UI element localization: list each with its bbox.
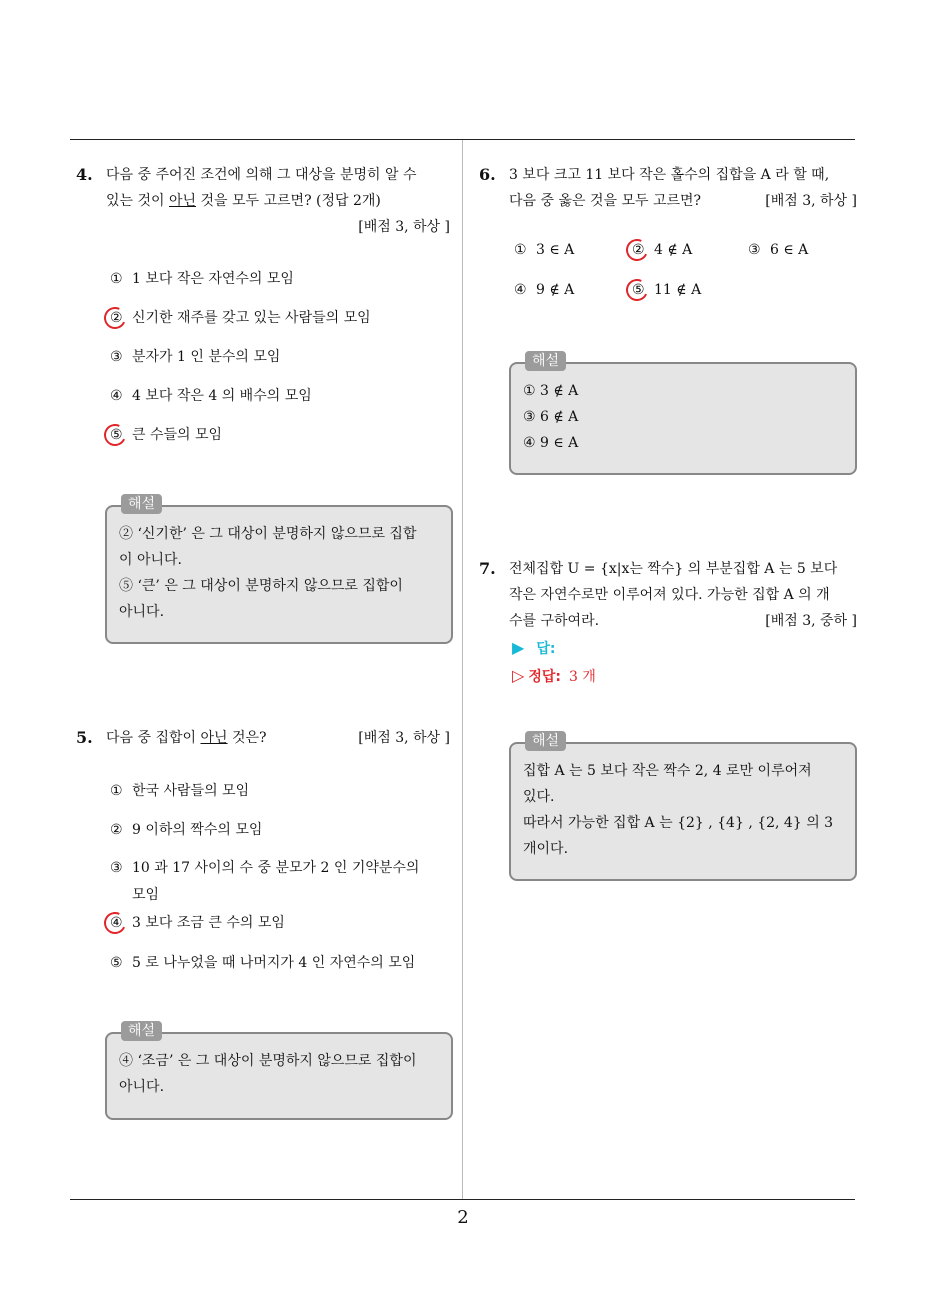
question-text: 있는 것이 bbox=[106, 193, 169, 209]
explanation-box bbox=[509, 733, 857, 881]
choice-marker: ③ bbox=[748, 242, 761, 258]
choice-text: 4 ∉ A bbox=[654, 242, 693, 258]
explanation-line: 있다. bbox=[523, 789, 555, 805]
choice-4[interactable] bbox=[110, 385, 312, 405]
problem-6 bbox=[479, 162, 857, 214]
problem-number: 6. bbox=[479, 165, 496, 184]
choice-text: 1 보다 작은 자연수의 모임 bbox=[132, 271, 294, 287]
explanation-box bbox=[509, 353, 857, 475]
explanation-line: 아니다. bbox=[119, 604, 165, 620]
choice-marker: ⑤ bbox=[110, 955, 123, 971]
explanation-tag: 해설 bbox=[121, 494, 162, 514]
choice-marker: ④ bbox=[514, 282, 527, 298]
choice-text: 5 로 나누었을 때 나머지가 4 인 자연수의 모임 bbox=[132, 955, 416, 971]
problem-5 bbox=[76, 725, 450, 751]
problem-number: 5. bbox=[76, 728, 93, 747]
question-text: 다음 중 집합이 bbox=[106, 730, 201, 746]
choice-marker: ② bbox=[110, 310, 123, 326]
question-text: 수를 구하여라. bbox=[509, 613, 600, 629]
choice-3-continued bbox=[132, 884, 159, 904]
problem-number: 7. bbox=[479, 559, 496, 578]
choice-text: 신기한 재주를 갖고 있는 사람들의 모임 bbox=[132, 310, 371, 326]
question-text: 다음 중 주어진 조건에 의해 그 대상을 분명히 알 수 bbox=[106, 167, 417, 183]
column-divider bbox=[462, 140, 463, 1200]
page-number: 2 bbox=[457, 1207, 469, 1228]
explanation-tag: 해설 bbox=[525, 731, 566, 751]
choice-text: 3 ∈ A bbox=[536, 242, 575, 258]
choice-text: 분자가 1 인 분수의 모임 bbox=[132, 349, 281, 365]
score-label: [배점 3, 하상 ] bbox=[765, 193, 857, 209]
choice-marker: ③ bbox=[110, 860, 123, 876]
choice-3[interactable] bbox=[110, 857, 419, 877]
answer-circle-icon bbox=[101, 421, 129, 449]
answer-row[interactable] bbox=[512, 638, 555, 658]
choice-2[interactable] bbox=[632, 242, 692, 258]
explanation-line: ④ ‘조금’ 은 그 대상이 분명하지 않으므로 집합이 bbox=[119, 1053, 417, 1069]
correct-answer-value: 3 개 bbox=[568, 669, 596, 685]
choice-marker: ② bbox=[110, 822, 123, 838]
explanation-line: 이 아니다. bbox=[119, 552, 182, 568]
choice-marker: ③ bbox=[110, 349, 123, 365]
choice-text: 9 이하의 짝수의 모임 bbox=[132, 822, 263, 838]
choice-marker: ④ bbox=[110, 388, 123, 404]
answer-circle-icon bbox=[623, 276, 651, 304]
explanation-line: 개이다. bbox=[523, 841, 569, 857]
question-text: 전체집합 U = {x|x는 짝수} 의 부분집합 A 는 5 보다 bbox=[509, 561, 838, 577]
problem-number: 4. bbox=[76, 165, 93, 184]
choice-4[interactable] bbox=[110, 912, 285, 932]
explanation-box bbox=[105, 496, 453, 644]
choice-text: 3 보다 조금 큰 수의 모임 bbox=[132, 915, 285, 931]
choice-text: 9 ∉ A bbox=[536, 282, 575, 298]
choice-marker: ④ bbox=[110, 915, 123, 931]
choice-3[interactable] bbox=[110, 346, 280, 366]
explanation-line: 집합 A 는 5 보다 작은 짝수 2, 4 로만 이루어져 bbox=[523, 763, 812, 779]
choice-marker: ① bbox=[110, 271, 123, 287]
choice-1[interactable] bbox=[110, 268, 294, 288]
answer-circle-icon bbox=[101, 304, 129, 332]
correct-answer-label: 정답: bbox=[528, 669, 561, 685]
choice-text: 한국 사람들의 모임 bbox=[132, 783, 250, 799]
explanation-line: ③ 6 ∉ A bbox=[523, 409, 579, 425]
problem-4 bbox=[76, 162, 450, 240]
explanation-line: ④ 9 ∈ A bbox=[523, 435, 579, 451]
choice-5[interactable] bbox=[110, 952, 415, 972]
score-label: [배점 3, 하상 ] bbox=[358, 219, 450, 235]
underlined-word: 아닌 bbox=[200, 730, 228, 746]
choice-4[interactable] bbox=[514, 282, 574, 298]
explanation-line: 아니다. bbox=[119, 1079, 165, 1095]
explanation-line: ① 3 ∉ A bbox=[523, 383, 579, 399]
choice-marker: ⑤ bbox=[632, 282, 645, 298]
play-filled-icon: ▶ bbox=[512, 638, 525, 657]
choice-2[interactable] bbox=[110, 819, 262, 839]
play-outline-icon: ▷ bbox=[512, 666, 525, 685]
explanation-box bbox=[105, 1023, 453, 1120]
explanation-line: ⑤ ‘큰’ 은 그 대상이 분명하지 않으므로 집합이 bbox=[119, 578, 403, 594]
answer-label: 답: bbox=[536, 641, 556, 657]
explanation-tag: 해설 bbox=[121, 1021, 162, 1041]
choice-5[interactable] bbox=[110, 424, 222, 444]
answer-circle-icon bbox=[623, 236, 651, 264]
choice-text: 4 보다 작은 4 의 배수의 모임 bbox=[132, 388, 312, 404]
choice-2[interactable] bbox=[110, 307, 371, 327]
question-text: 작은 자연수로만 이루어져 있다. 가능한 집합 A 의 개 bbox=[509, 587, 830, 603]
choice-3[interactable] bbox=[748, 242, 808, 258]
choice-marker: ① bbox=[110, 783, 123, 799]
choice-text: 11 ∉ A bbox=[654, 282, 702, 298]
problem-7 bbox=[479, 556, 857, 634]
answer-circle-icon bbox=[101, 909, 129, 937]
question-text: 다음 중 옳은 것을 모두 고르면? bbox=[509, 193, 702, 209]
footer-rule bbox=[70, 1199, 855, 1200]
score-label: [배점 3, 중하 ] bbox=[765, 613, 857, 629]
choice-text: 큰 수들의 모임 bbox=[132, 427, 223, 443]
choice-text: 모임 bbox=[132, 887, 160, 903]
choice-marker: ② bbox=[632, 242, 645, 258]
question-text: 것은? bbox=[227, 730, 267, 746]
score-label: [배점 3, 하상 ] bbox=[358, 730, 450, 746]
choice-marker: ① bbox=[514, 242, 527, 258]
explanation-line: ② ‘신기한’ 은 그 대상이 분명하지 않으므로 집합 bbox=[119, 526, 417, 542]
choice-text: 6 ∈ A bbox=[770, 242, 809, 258]
choice-text: 10 과 17 사이의 수 중 분모가 2 인 기약분수의 bbox=[132, 860, 420, 876]
correct-answer-row bbox=[512, 666, 596, 686]
question-text: 3 보다 크고 11 보다 작은 홀수의 집합을 A 라 할 때, bbox=[509, 167, 830, 183]
choice-marker: ⑤ bbox=[110, 427, 123, 443]
choice-1[interactable] bbox=[110, 780, 249, 800]
choice-1[interactable] bbox=[514, 242, 574, 258]
underlined-word: 아닌 bbox=[169, 193, 197, 209]
question-text: 것을 모두 고르면? (정답 2개) bbox=[196, 193, 381, 209]
explanation-line: 따라서 가능한 집합 A 는 {2} , {4} , {2, 4} 의 3 bbox=[523, 815, 834, 831]
explanation-tag: 해설 bbox=[525, 351, 566, 371]
choice-5[interactable] bbox=[632, 282, 701, 298]
